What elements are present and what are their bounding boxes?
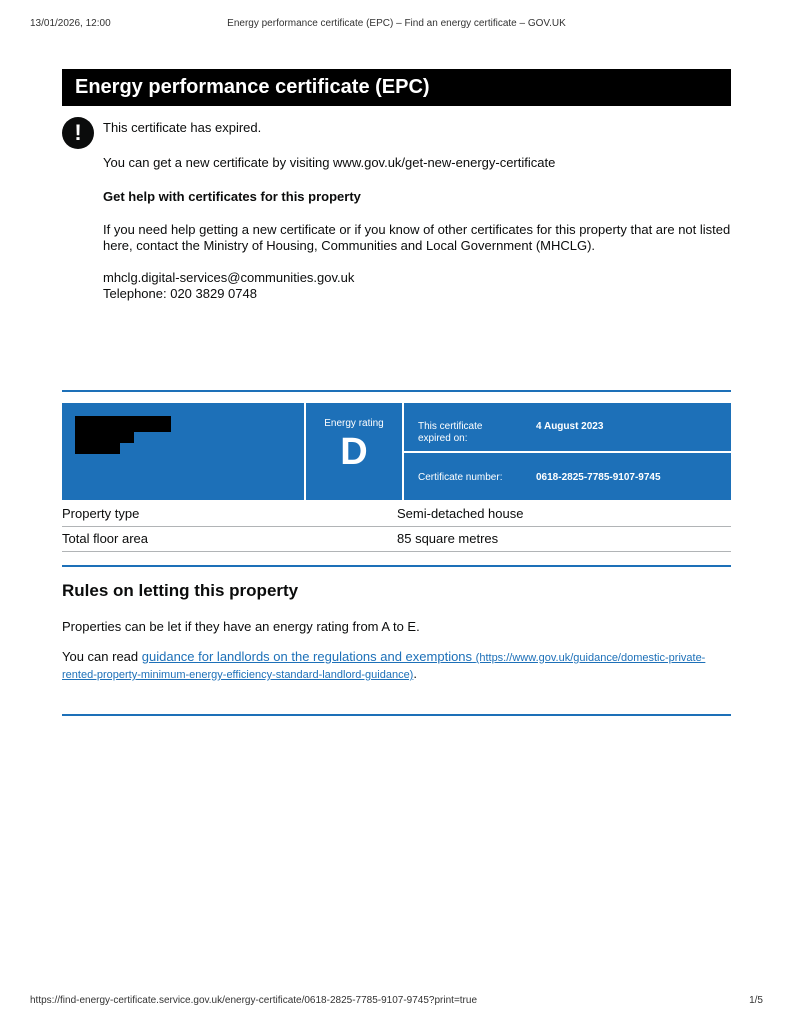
guidance-suffix: . (413, 666, 417, 681)
help-text: If you need help getting a new certificate or if you know of other certificates for this property that are not listed here, contact the Ministry of Housing, Communities and Local Government (MHCLG). (103, 222, 731, 253)
guidance-link-text[interactable]: guidance for landlords on the regulations and exemptions (141, 649, 473, 664)
property-summary (62, 502, 731, 552)
summary-value: Semi-detached house (397, 506, 524, 521)
redacted-address (75, 416, 171, 454)
contact-details (103, 270, 731, 302)
certificate-panel (62, 403, 731, 500)
rules-heading: Rules on letting this property (62, 581, 299, 600)
print-header (0, 18, 793, 32)
summary-value: 85 square metres (397, 531, 499, 546)
guidance-paragraph (62, 649, 731, 683)
expiry-date-value: 4 August 2023 (536, 421, 604, 432)
contact-telephone: Telephone: 020 3829 0748 (103, 286, 257, 301)
warning-icon: ! (62, 117, 94, 149)
section-divider (62, 565, 731, 567)
panel-divider (404, 451, 731, 453)
section-divider (62, 390, 731, 392)
certificate-number-value: 0618-2825-7785-9107-9745 (536, 472, 661, 483)
new-certificate-text: You can get a new certificate by visiting www.gov.uk/get-new-energy-certificate (103, 155, 556, 170)
guidance-link-url[interactable]: (https://www.gov.uk/guidance/domestic-private-rented-property-minimum-energy-efficiency-standard-landlord-guidance) (62, 652, 706, 681)
summary-key: Total floor area (62, 531, 148, 546)
print-footer (0, 995, 793, 1009)
energy-rating-label: Energy rating (324, 418, 384, 429)
section-divider (62, 714, 731, 716)
expired-message: This certificate has expired. (103, 120, 262, 135)
print-document-title: Energy performance certificate (EPC) – Find an energy certificate – GOV.UK (227, 18, 566, 29)
guidance-prefix: You can read (62, 649, 142, 664)
help-heading: Get help with certificates for this property (103, 189, 361, 204)
main-content (62, 69, 731, 716)
summary-row (62, 527, 731, 552)
guidance-link[interactable] (62, 649, 705, 681)
certificate-number-label: Certificate number: (418, 472, 503, 483)
expiry-warning (62, 118, 731, 302)
summary-key: Property type (62, 506, 140, 521)
rules-paragraph: Properties can be let if they have an energy rating from A to E. (62, 619, 420, 634)
print-url: https://find-energy-certificate.service.gov.uk/energy-certificate/0618-2825-7785-9107-9745?print=true (30, 995, 478, 1006)
print-page-number: 1/5 (749, 995, 763, 1006)
print-date: 13/01/2026, 12:00 (30, 18, 111, 29)
page-title: Energy performance certificate (EPC) (62, 69, 731, 106)
contact-email: mhclg.digital-services@communities.gov.uk (103, 270, 355, 285)
expiry-date-label: This certificate expired on: (418, 421, 483, 444)
summary-row (62, 502, 731, 527)
energy-rating-value: D (340, 431, 368, 473)
